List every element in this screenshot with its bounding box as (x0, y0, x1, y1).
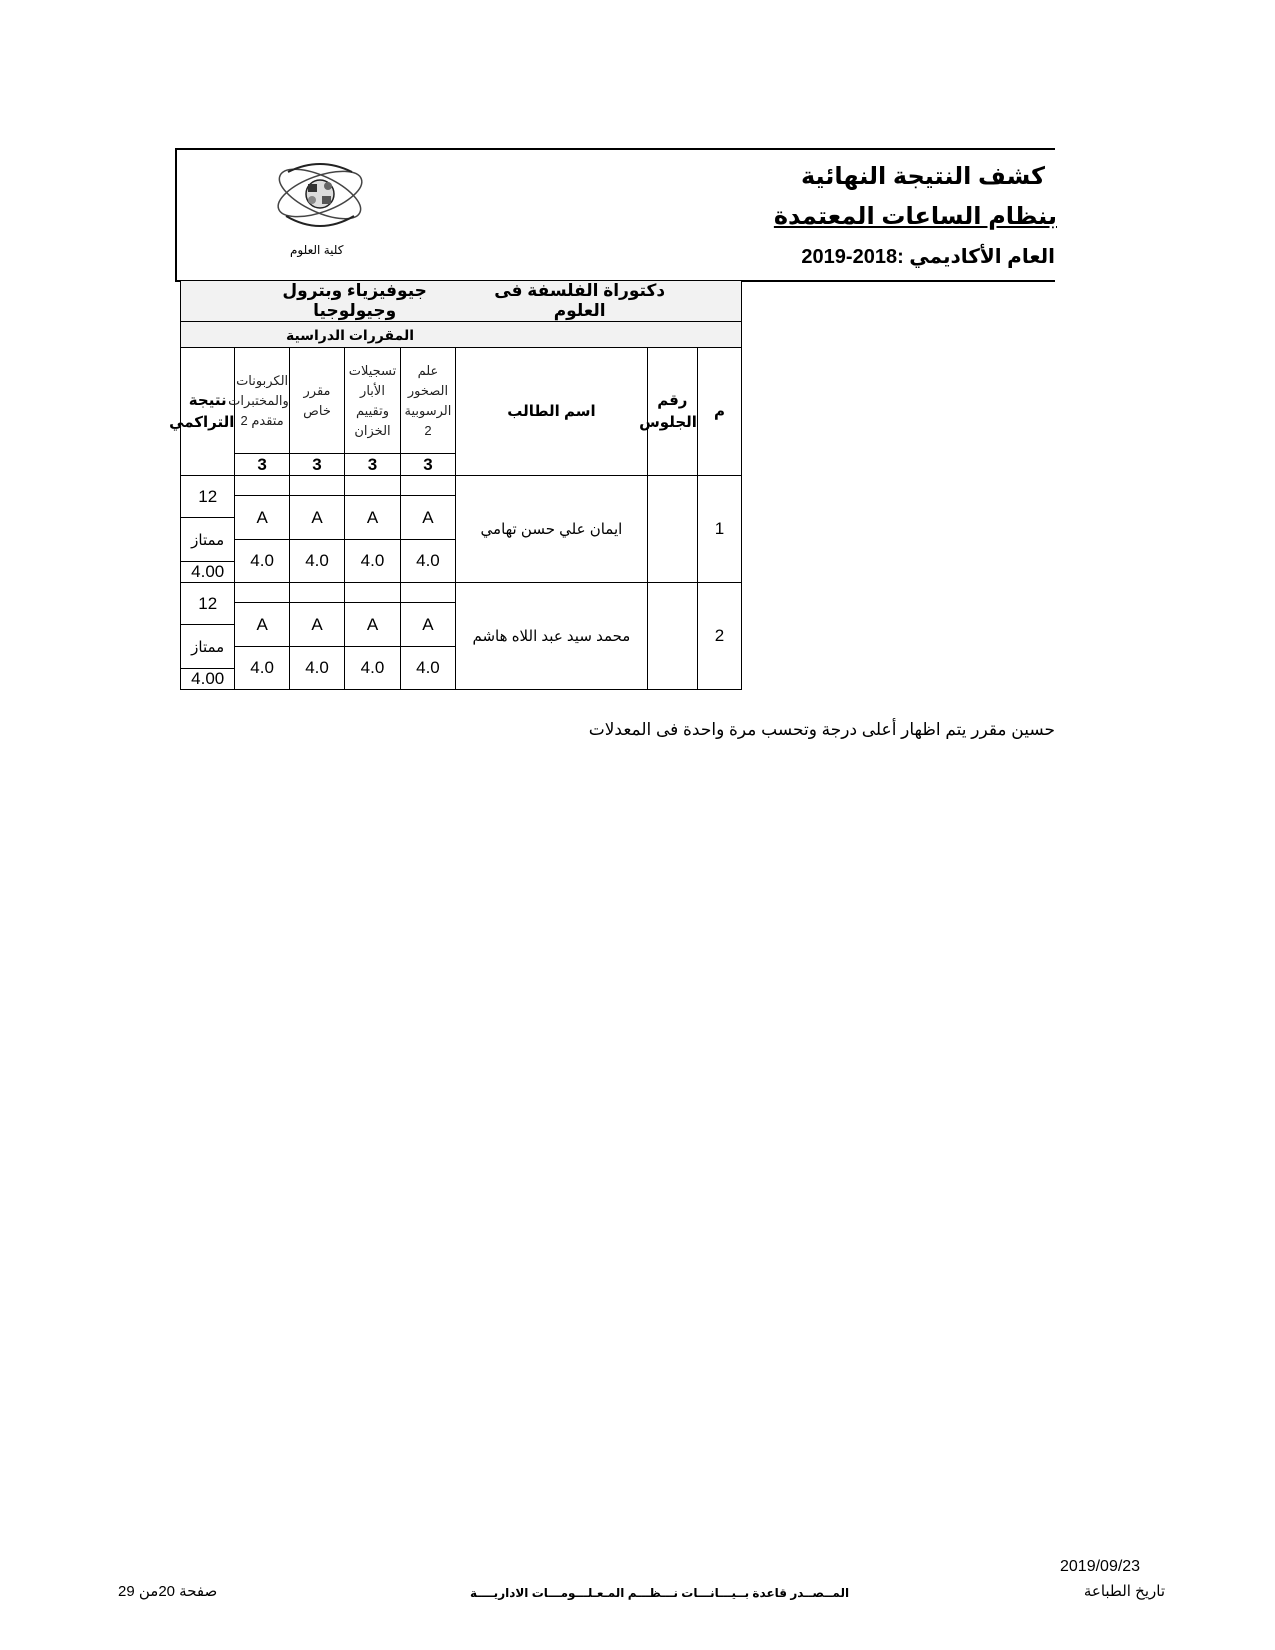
grade: A (235, 496, 289, 540)
result-header: نتيجة التراكمي (181, 348, 235, 476)
total-hours: 12 (181, 476, 235, 518)
seat-header: رقم الجلوس (647, 348, 697, 476)
seat-number (647, 476, 697, 583)
results-table (169, 280, 742, 690)
specialization: جيوفيزياء وبترول وجيولوجيا (282, 281, 427, 320)
course-header-1: علم الصخور الرسوبية 2 (400, 348, 455, 454)
grade: A (289, 496, 344, 540)
note: حسين مقرر يتم اظهار أعلى درجة وتحسب مرة واحدة فى المعدلات (588, 720, 1055, 739)
points: 4.0 (345, 647, 400, 690)
index-header: م (697, 348, 741, 476)
rating: ممتاز (181, 625, 235, 669)
course-hours-3: 3 (289, 454, 344, 476)
print-date-label: تاريخ الطباعة (1083, 1583, 1165, 1600)
student-index: 1 (697, 476, 741, 583)
points: 4.0 (345, 540, 400, 583)
points: 4.0 (235, 647, 289, 690)
table-row (181, 476, 742, 496)
name-header: اسم الطالب (456, 348, 648, 476)
page-number: صفحة 20من 29 (118, 1583, 218, 1600)
table-row (181, 583, 742, 603)
course-header-4: الكربونات والمختبرات متقدم 2 (235, 348, 289, 454)
degree: دكتوراة الفلسفة فى العلوم (494, 281, 666, 320)
courses-title: المقررات الدراسية (286, 326, 415, 343)
courses-title-row (181, 322, 742, 348)
grade: A (289, 603, 344, 647)
points: 4.0 (289, 647, 344, 690)
course-hours-4: 3 (235, 454, 289, 476)
points: 4.0 (289, 540, 344, 583)
course-hours-1: 3 (400, 454, 455, 476)
grade: A (235, 603, 289, 647)
faculty-logo (268, 158, 372, 238)
grade: A (400, 496, 455, 540)
faculty-label: كلية العلوم (290, 243, 344, 257)
points: 4.0 (400, 647, 455, 690)
rating: ممتاز (181, 518, 235, 562)
course-header-3: مقرر خاص (289, 348, 344, 454)
student-index: 2 (697, 583, 741, 690)
course-hours-2: 3 (345, 454, 400, 476)
points: 4.0 (400, 540, 455, 583)
source-note: المــصــدر قاعدة بــيـــانـــات نـــظـــم المـعـلـــومـــات الاداريــــة (470, 1586, 850, 1600)
grade: A (400, 603, 455, 647)
page-subtitle: بنظام الساعات المعتمدة (773, 203, 1057, 230)
course-header-2: تسجيلات الأبار وتقييم الخزان (345, 348, 400, 454)
student-name: محمد سيد عبد اللاه هاشم (456, 583, 648, 690)
program-row (181, 281, 742, 322)
academic-year: العام الأكاديمي :2018-2019 (801, 246, 1055, 268)
seat-number (647, 583, 697, 690)
gpa: 4.00 (181, 562, 235, 583)
gpa: 4.00 (181, 669, 235, 690)
student-name: ايمان علي حسن تهامي (456, 476, 648, 583)
points: 4.0 (235, 540, 289, 583)
grade: A (345, 603, 400, 647)
total-hours: 12 (181, 583, 235, 625)
print-date: 2019/09/23 (1060, 1558, 1141, 1575)
page-title: كشف النتيجة النهائية (800, 163, 1045, 190)
grade: A (345, 496, 400, 540)
